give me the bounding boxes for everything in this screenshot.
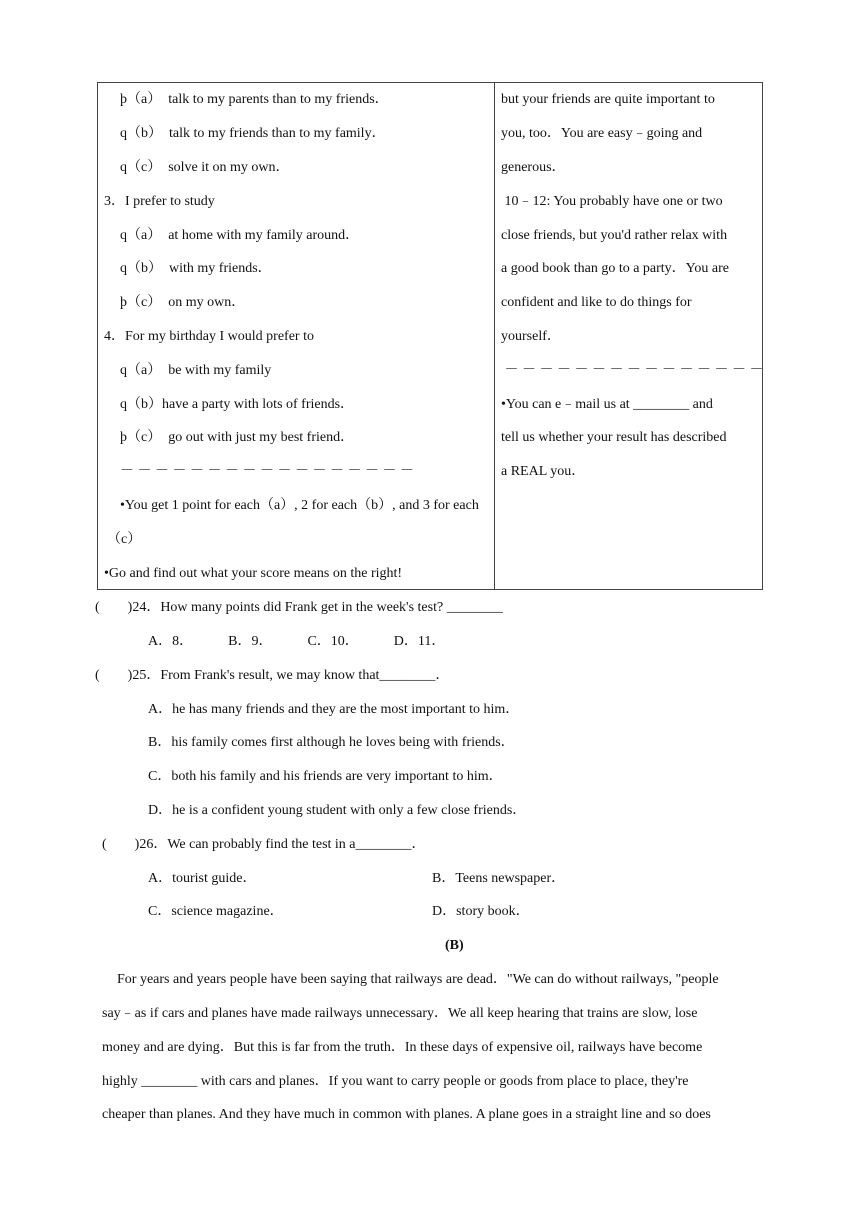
right-line-5: close friends, but you'd rather relax with: [501, 228, 728, 243]
right-line-3: generous．: [501, 160, 566, 175]
left-line-6: q（b） with my friends．: [120, 261, 272, 276]
left-line-11: þ（c） go out with just my best friend．: [120, 430, 355, 445]
right-line-12: a REAL you．: [501, 464, 586, 479]
left-line-14: （c）: [107, 532, 142, 547]
right-line-10: •You can e﹣mail us at ________ and: [501, 397, 713, 412]
right-line-11: tell us whether your result has described: [501, 430, 727, 445]
column-divider: [494, 83, 495, 589]
question-25-option-d: D．he is a confident young student with only a few close friends．: [148, 803, 527, 818]
passage-line-4: highly ________ with cars and planes．If you want to carry people or goods from place to place, they're: [102, 1074, 689, 1089]
left-line-1: þ（a） talk to my parents than to my friends．: [120, 92, 389, 107]
question-24: ( )24．How many points did Frank get in the week's test? ________: [95, 600, 503, 615]
question-26: ( )26．We can probably find the test in a________．: [102, 837, 426, 852]
question-26-option-c: C．science magazine．: [148, 904, 284, 919]
left-line-3: q（c） solve it on my own．: [120, 160, 290, 175]
left-line-10: q（b）have a party with lots of friends．: [120, 397, 355, 412]
question-25-option-b: B．his family comes first although he loves being with friends．: [148, 735, 515, 750]
left-line-4: 3．I prefer to study: [104, 194, 215, 209]
right-line-2: you, too．You are easy﹣going and: [501, 126, 703, 141]
question-24-options: A．8． B．9． C．10． D．11．: [148, 634, 446, 649]
left-line-5: q（a） at home with my family around．: [120, 228, 360, 243]
question-25: ( )25．From Frank's result, we may know that________．: [95, 668, 450, 683]
left-line-9: q（a） be with my family: [120, 363, 272, 378]
question-26-option-d: D．story book．: [432, 904, 530, 919]
right-line-8: yourself．: [501, 329, 561, 344]
passage-line-5: cheaper than planes. And they have much in common with planes. A plane goes in a straight line and so does: [102, 1107, 711, 1122]
left-line-7: þ（c） on my own．: [120, 295, 246, 310]
left-line-13: •You get 1 point for each（a）, 2 for each（b）, and 3 for each: [120, 498, 479, 513]
section-title: (B): [445, 938, 464, 953]
left-separator: － － － － － － － － － － － － － － － － －: [120, 464, 414, 479]
left-line-15: •Go and find out what your score means on the right!: [104, 566, 403, 581]
question-26-option-a: A．tourist guide．: [148, 871, 257, 886]
passage-line-3: money and are dying．But this is far from the truth．In these days of expensive oil, railways have become: [102, 1040, 703, 1055]
right-line-1: but your friends are quite important to: [501, 92, 715, 107]
question-26-option-b: B．Teens newspaper．: [432, 871, 566, 886]
right-separator: － － － － － － － － － － － － － － －: [501, 363, 764, 378]
right-line-6: a good book than go to a party．You are: [501, 261, 729, 276]
left-line-8: 4．For my birthday I would prefer to: [104, 329, 314, 344]
right-line-4: 10﹣12: You probably have one or two: [501, 194, 723, 209]
question-25-option-a: A．he has many friends and they are the most important to him．: [148, 702, 520, 717]
right-line-7: confident and like to do things for: [501, 295, 692, 310]
passage-line-1: For years and years people have been saying that railways are dead．"We can do without railways, "people: [117, 972, 719, 987]
passage-line-2: say﹣as if cars and planes have made railways unnecessary．We all keep hearing that trains are slow, lose: [102, 1006, 698, 1021]
left-line-2: q（b） talk to my friends than to my family．: [120, 126, 386, 141]
question-25-option-c: C．both his family and his friends are very important to him．: [148, 769, 503, 784]
